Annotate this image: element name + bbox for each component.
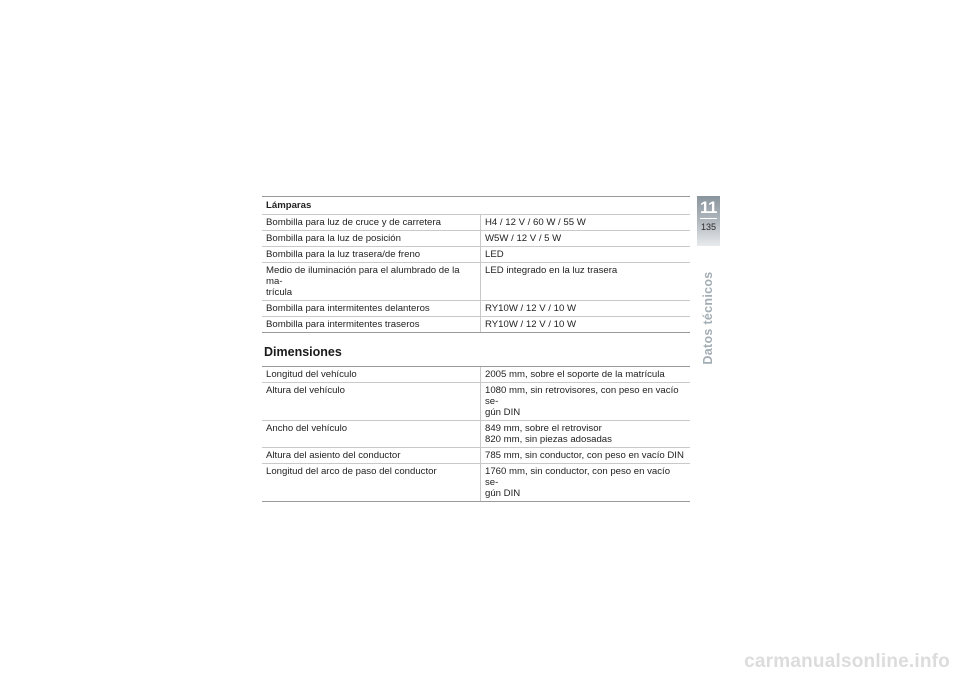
row-label: Bombilla para la luz trasera/de freno xyxy=(262,247,481,263)
chapter-tab xyxy=(697,196,720,246)
table-row xyxy=(262,247,690,263)
row-value: 2005 mm, sobre el soporte de la matrícula xyxy=(481,367,691,383)
row-label: Bombilla para luz de cruce y de carretera xyxy=(262,215,481,231)
row-value: W5W / 12 V / 5 W xyxy=(481,231,691,247)
table-row xyxy=(262,301,690,317)
lamps-heading: Lámparas xyxy=(262,197,690,215)
row-value: 849 mm, sobre el retrovisor 820 mm, sin piezas adosadas xyxy=(481,421,691,448)
row-value: RY10W / 12 V / 10 W xyxy=(481,317,691,333)
row-label: Ancho del vehículo xyxy=(262,421,481,448)
table-row xyxy=(262,367,690,383)
table-row xyxy=(262,383,690,421)
row-label: Medio de iluminación para el alumbrado de la ma- trícula xyxy=(262,263,481,301)
row-label: Longitud del arco de paso del conductor xyxy=(262,464,481,502)
row-label: Altura del asiento del conductor xyxy=(262,448,481,464)
chapter-number: 11 xyxy=(700,198,717,217)
row-value: RY10W / 12 V / 10 W xyxy=(481,301,691,317)
row-label: Bombilla para la luz de posición xyxy=(262,231,481,247)
lamps-table xyxy=(262,196,690,333)
lamps-table-header xyxy=(262,197,690,215)
content-area xyxy=(262,196,690,502)
row-value: LED xyxy=(481,247,691,263)
watermark: carmanualsonline.info xyxy=(744,651,950,672)
chapter-side-title: Datos técnicos xyxy=(701,271,715,365)
table-row xyxy=(262,448,690,464)
chapter-tab-divider xyxy=(700,218,717,219)
table-row xyxy=(262,317,690,333)
table-row xyxy=(262,421,690,448)
row-label: Bombilla para intermitentes traseros xyxy=(262,317,481,333)
row-value: 785 mm, sin conductor, con peso en vacío DIN xyxy=(481,448,691,464)
row-value: 1760 mm, sin conductor, con peso en vacío se- gún DIN xyxy=(481,464,691,502)
table-row xyxy=(262,215,690,231)
table-row xyxy=(262,231,690,247)
table-row xyxy=(262,263,690,301)
row-value: 1080 mm, sin retrovisores, con peso en vacío se- gún DIN xyxy=(481,383,691,421)
row-value: LED integrado en la luz trasera xyxy=(481,263,691,301)
table-row xyxy=(262,464,690,502)
dimensions-table xyxy=(262,366,690,502)
row-value: H4 / 12 V / 60 W / 55 W xyxy=(481,215,691,231)
row-label: Altura del vehículo xyxy=(262,383,481,421)
page-number: 135 xyxy=(700,222,717,232)
dimensions-heading: Dimensiones xyxy=(264,345,342,359)
row-label: Longitud del vehículo xyxy=(262,367,481,383)
row-label: Bombilla para intermitentes delanteros xyxy=(262,301,481,317)
